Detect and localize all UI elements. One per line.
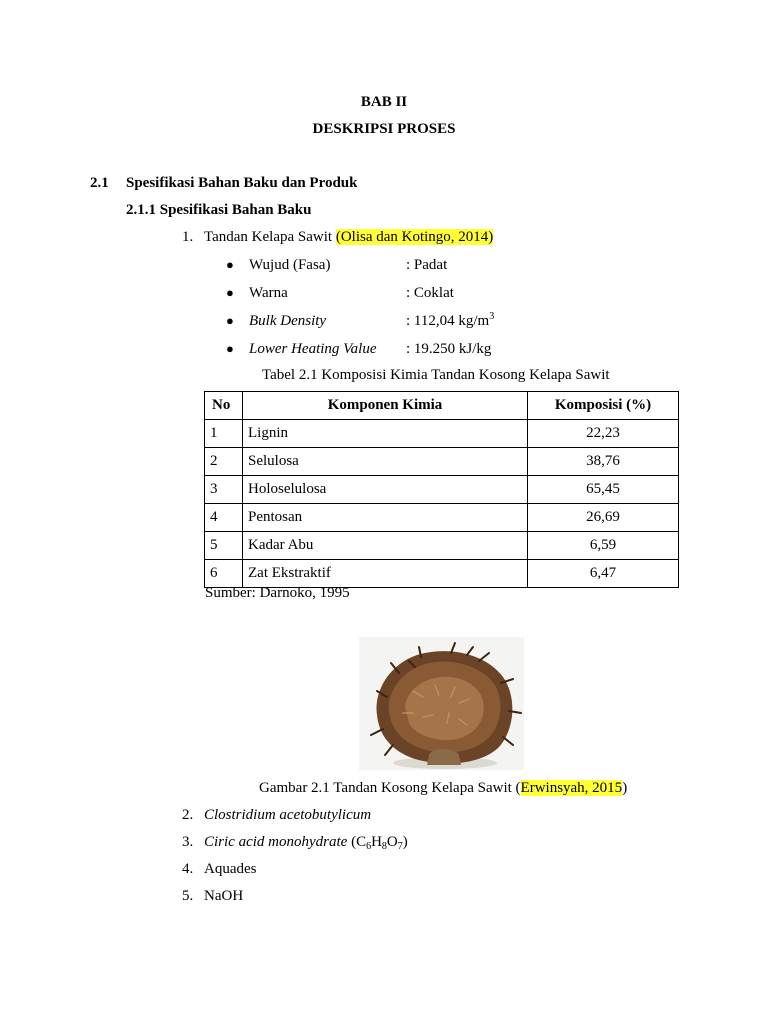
bullet-dot-icon: ●	[226, 257, 234, 272]
column-header-komponen: Komponen Kimia	[243, 392, 528, 420]
property-value: : 19.250 kJ/kg	[406, 341, 492, 357]
column-header-komposisi: Komposisi (%)	[528, 392, 679, 420]
item-1	[204, 228, 493, 246]
property-label: Bulk Density	[249, 313, 327, 329]
table-row	[205, 504, 679, 532]
table-source: Sumber: Darnoko, 1995	[205, 585, 350, 601]
cell-no: 6	[205, 560, 243, 588]
cell-komponen: Selulosa	[243, 448, 528, 476]
property-value-superscript: 3	[489, 311, 495, 322]
property-value-text: : 112,04 kg/m	[406, 313, 490, 329]
cell-no: 5	[205, 532, 243, 560]
cell-no: 1	[205, 420, 243, 448]
figure-caption-close: )	[622, 780, 628, 796]
column-header-no: No	[205, 392, 243, 420]
item-2-number: 2.	[182, 807, 194, 823]
property-value: : Coklat	[406, 285, 454, 301]
formula-subscript: 6	[366, 841, 372, 852]
table-caption: Tabel 2.1 Komposisi Kimia Tandan Kosong Kelapa Sawit	[262, 367, 610, 383]
item-3-formula	[351, 834, 408, 850]
property-label: Lower Heating Value	[249, 341, 377, 357]
formula-part: )	[402, 834, 408, 850]
table-row	[205, 420, 679, 448]
bullet-dot-icon: ●	[226, 341, 234, 356]
item-3	[204, 833, 408, 851]
table-row	[205, 476, 679, 504]
formula-part: H	[371, 834, 382, 850]
figure-caption	[259, 779, 627, 797]
subsection-heading	[126, 201, 312, 219]
section-number: 2.1	[90, 175, 109, 191]
figure-citation: Erwinsyah, 2015	[520, 780, 623, 796]
item-4-number: 4.	[182, 861, 194, 877]
palm-empty-fruit-bunch-photo	[359, 637, 524, 770]
item-5-number: 5.	[182, 888, 194, 904]
chapter-number: BAB II	[360, 94, 408, 110]
table-row	[205, 448, 679, 476]
property-label: Wujud (Fasa)	[249, 257, 331, 273]
table-row	[205, 532, 679, 560]
item-1-number: 1.	[182, 229, 194, 245]
item-2-text: Clostridium acetobutylicum	[204, 807, 372, 823]
bullet-dot-icon: ●	[226, 285, 234, 300]
cell-no: 2	[205, 448, 243, 476]
item-1-text: Tandan Kelapa Sawit	[204, 229, 333, 245]
cell-komposisi: 22,23	[528, 420, 679, 448]
formula-part: O	[386, 834, 398, 850]
cell-komponen: Kadar Abu	[243, 532, 528, 560]
property-label: Warna	[249, 285, 288, 301]
cell-komposisi: 65,45	[528, 476, 679, 504]
composition-table	[204, 391, 679, 588]
cell-komponen: Zat Ekstraktif	[243, 560, 528, 588]
cell-komponen: Pentosan	[243, 504, 528, 532]
figure-caption-text: Gambar 2.1 Tandan Kosong Kelapa Sawit (	[259, 780, 521, 796]
cell-komposisi: 38,76	[528, 448, 679, 476]
item-5-text: NaOH	[204, 888, 244, 904]
item-1-citation: (Olisa dan Kotingo, 2014)	[335, 229, 494, 245]
property-value: : Padat	[406, 257, 448, 273]
cell-no: 4	[205, 504, 243, 532]
formula-subscript: 8	[381, 841, 387, 852]
cell-komponen: Holoselulosa	[243, 476, 528, 504]
cell-komposisi: 6,47	[528, 560, 679, 588]
item-3-number: 3.	[182, 834, 194, 850]
formula-part: (C	[351, 834, 367, 850]
cell-no: 3	[205, 476, 243, 504]
subsection-number: 2.1.1	[126, 202, 156, 218]
cell-komponen: Lignin	[243, 420, 528, 448]
chapter-title: DESKRIPSI PROSES	[312, 121, 456, 137]
property-value	[406, 312, 494, 330]
cell-komposisi: 6,59	[528, 532, 679, 560]
item-4-text: Aquades	[204, 861, 257, 877]
cell-komposisi: 26,69	[528, 504, 679, 532]
bullet-dot-icon: ●	[226, 313, 234, 328]
section-title: Spesifikasi Bahan Baku dan Produk	[126, 175, 358, 191]
item-3-text: Ciric acid monohydrate	[204, 834, 348, 850]
table-header-row	[205, 392, 679, 420]
formula-subscript: 7	[397, 841, 403, 852]
subsection-title: Spesifikasi Bahan Baku	[159, 202, 312, 218]
